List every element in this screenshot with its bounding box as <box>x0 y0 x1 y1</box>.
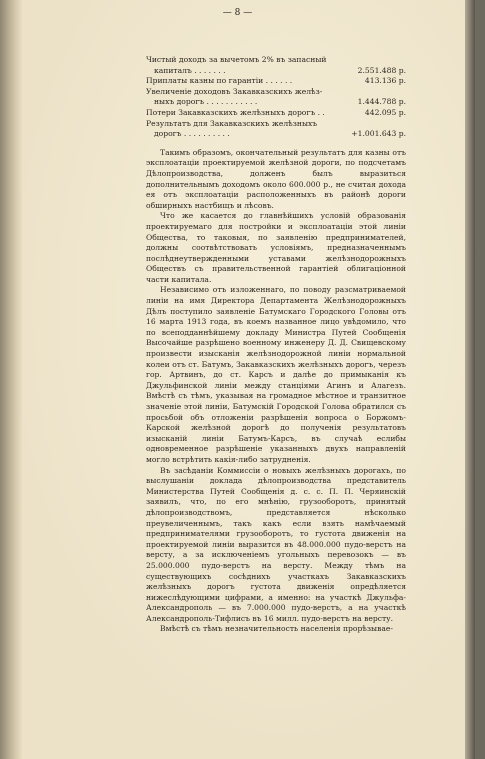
body-paragraph: Такимъ образомъ, окончательный результатъ для казны отъ эксплоатаціи проектируемой желѣзной дороги, по подсчетамъ Дѣлопроизводства, долженъ былъ выразиться дополнительнымъ доходомъ около 600.000 р., не считая дохода ея отъ эксплоатаціи расположенныхъ въ районѣ дороги обширныхъ настбищъ и лѣсовъ. <box>146 147 406 210</box>
summary-item <box>146 76 406 87</box>
page-binding-shadow <box>0 0 22 759</box>
summary-item-label: Приплаты казны по гарантіи . . . . . . <box>146 76 293 86</box>
summary-item-label: Увеличеніе доходовъ Закавказскихъ желѣз- <box>146 86 323 96</box>
summary-item <box>146 108 406 119</box>
summary-item-label: ныхъ дорогъ . . . . . . . . . . . <box>154 97 258 107</box>
financial-summary <box>146 55 406 140</box>
page-content <box>146 55 406 635</box>
body-paragraph: Независимо отъ изложеннаго, по поводу разсматриваемой линіи на имя Директора Департамента Желѣзнодорожныхъ Дѣлъ поступило заявленіе Батумскаго Городского Головы отъ 16 марта 1913 года, въ коемъ названное лицо увѣдомило, что по всеподданнѣйшему докладу Министра Путей Сообщенія Высочайше разрѣшено военному инженеру Д. Д. Свищевскому произвести изысканія желѣзнодорожной линіи нормальной колеи отъ ст. Батумъ, Закавказскихъ желѣзныхъ дорогъ, черезъ гор. Артвинъ, до ст. Карсъ и далѣе до примыканія къ Джульфинской линіи между станціями Агинъ и Алагезъ. Вмѣстѣ съ тѣмъ, указывая на громадное мѣстное и транзитное значеніе этой линіи, Батумскій Городской Голова обратился съ просьбой объ отложеніи разрѣшенія вопроса о Боржомъ-Карской желѣзной дорогѣ до полученія результатовъ изысканій линіи Батумъ-Карсъ, въ случаѣ еслибы одновременное разрѣшеніе указанныхъ двухъ направленій могло встрѣтить какія-либо затрудненія. <box>146 285 406 464</box>
summary-item-value: 1.444.788 р. <box>357 97 406 107</box>
summary-item <box>146 87 406 108</box>
body-paragraph: Что же касается до главнѣйшихъ условій образованія проектируемаго для постройки и эксплоатаціи этой линіи Общества, то таковыя, по заявленію предпринимателей, должны соотвѣтствовать условіямъ, предназначеннымъ послѣднеутвержденными уставами желѣзнодорожныхъ Обществъ съ правительственной гарантіей облигаціонной части капитала. <box>146 211 406 284</box>
summary-item-value: 442.095 р. <box>364 107 406 117</box>
summary-item-label: дорогъ . . . . . . . . . . <box>154 129 230 139</box>
summary-item-value: 413.136 р. <box>364 76 406 86</box>
page-number: — 8 — <box>222 8 253 18</box>
summary-item <box>146 55 406 76</box>
summary-item <box>146 119 406 140</box>
summary-item-label: Потери Закавказскихъ желѣзныхъ дорогъ . . <box>146 107 325 117</box>
summary-item-label: Чистый доходъ за вычетомъ 2% въ запасный <box>146 55 327 64</box>
body-paragraph: Вмѣстѣ съ тѣмъ незначительность населенія прорѣзывае- <box>160 624 393 634</box>
summary-item-value: 2.551.488 р. <box>357 65 406 75</box>
page-edge-shadow <box>465 0 475 759</box>
summary-item-label: капиталъ . . . . . . . <box>154 65 226 75</box>
body-paragraph: Въ засѣданіи Коммиссіи о новыхъ желѣзныхъ дорогахъ, по выслушаніи доклада дѣлопроизводства представитель Министерства Путей Сообщенія д. с. с. П. П. Черяинскій заявилъ, что, по его мнѣнію, грузооборотъ, принятый дѣлопроизводствомъ, представляется нѣсколько преувеличеннымъ, такъ какъ если взять намѣчаемый предпринимателями грузооборотъ, то густота движенія на проектируемой линіи выразится въ 48.000.000 пудо-верстъ на версту, а за исключеніемъ угольныхъ перевозокъ — въ 25.000.000 пудо-верстъ на версту. Между тѣмъ на существующихъ сосѣднихъ участкахъ Закавказскихъ желѣзныхъ дорогъ густота движенія опредѣляется нижеслѣдующими цифрами, а именно: на участкѣ Джульфа-Александрополь — въ 7.000.000 пудо-верстъ, а на участкѣ Александрополь-Тифлисъ въ 16 милл. пудо-верстъ на версту. <box>146 465 406 623</box>
summary-item-label: Результатъ для Закавказскихъ желѣзныхъ <box>146 118 318 128</box>
summary-item-value: +1.001.643 р. <box>351 129 406 139</box>
